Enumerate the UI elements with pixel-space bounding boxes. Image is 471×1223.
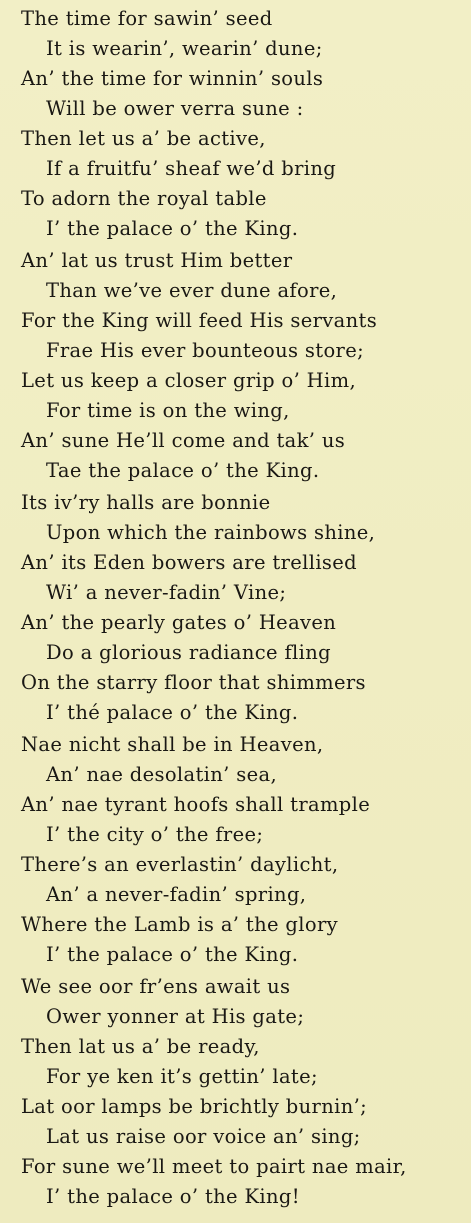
- poem-line: Frae His ever bounteous store;: [46, 339, 365, 362]
- poem-line: Will be ower verra sune :: [46, 97, 304, 120]
- poem-line: Let us keep a closer grip o’ Him,: [21, 369, 356, 392]
- poem-line: I’ thé palace o’ the King.: [46, 701, 299, 724]
- poem-line: It is wearin’, wearin’ dune;: [46, 37, 323, 60]
- poem-line: An’ a never-fadin’ spring,: [46, 883, 307, 906]
- poem-line: I’ the palace o’ the King.: [46, 943, 299, 966]
- poem-line: An’ sune He’ll come and tak’ us: [21, 429, 346, 452]
- poem-line: For time is on the wing,: [46, 399, 290, 422]
- poem-line: An’ the pearly gates o’ Heaven: [21, 611, 337, 634]
- poem-line: I’ the city o’ the free;: [46, 823, 264, 846]
- poem-line: An’ its Eden bowers are trellised: [21, 551, 357, 574]
- poem-line: There’s an everlastin’ daylicht,: [21, 853, 339, 876]
- poem-line: I’ the palace o’ the King!: [46, 1185, 300, 1208]
- poem-line: Lat us raise oor voice an’ sing;: [46, 1125, 361, 1148]
- poem-line: An’ lat us trust Him better: [21, 249, 293, 272]
- poem-line: Then let us a’ be active,: [21, 127, 266, 150]
- poem-line: Its iv’ry halls are bonnie: [21, 491, 271, 514]
- poem-line: Where the Lamb is a’ the glory: [21, 913, 338, 936]
- poem-line: Wi’ a never-fadin’ Vine;: [46, 581, 287, 604]
- poem-line: If a fruitfu’ sheaf we’d bring: [46, 157, 337, 180]
- poem-line: Do a glorious radiance fling: [46, 641, 331, 664]
- poem-line: To adorn the royal table: [21, 187, 267, 210]
- poem-line: An’ nae desolatin’ sea,: [46, 763, 278, 786]
- poem-line: On the starry floor that shimmers: [21, 671, 366, 694]
- poem-line: Ower yonner at His gate;: [46, 1005, 305, 1028]
- poem-line: For the King will feed His servants: [21, 309, 378, 332]
- poem-line: Tae the palace o’ the King.: [46, 459, 320, 482]
- poem-line: Nae nicht shall be in Heaven,: [21, 733, 324, 756]
- poem-line: Lat oor lamps be brichtly burnin’;: [21, 1095, 368, 1118]
- poem-line: Upon which the rainbows shine,: [46, 521, 376, 544]
- poem-line: I’ the palace o’ the King.: [46, 217, 299, 240]
- poem-line: Than we’ve ever dune afore,: [46, 279, 338, 302]
- poem-line: An’ the time for winnin’ souls: [21, 67, 324, 90]
- poem-line: For ye ken it’s gettin’ late;: [46, 1065, 318, 1088]
- poem-line: Then lat us a’ be ready,: [21, 1035, 260, 1058]
- poem-line: We see oor fr’ens await us: [21, 975, 291, 998]
- poem-line: An’ nae tyrant hoofs shall trample: [21, 793, 371, 816]
- poem-line: The time for sawin’ seed: [21, 7, 273, 30]
- poem-line: For sune we’ll meet to pairt nae mair,: [21, 1155, 407, 1178]
